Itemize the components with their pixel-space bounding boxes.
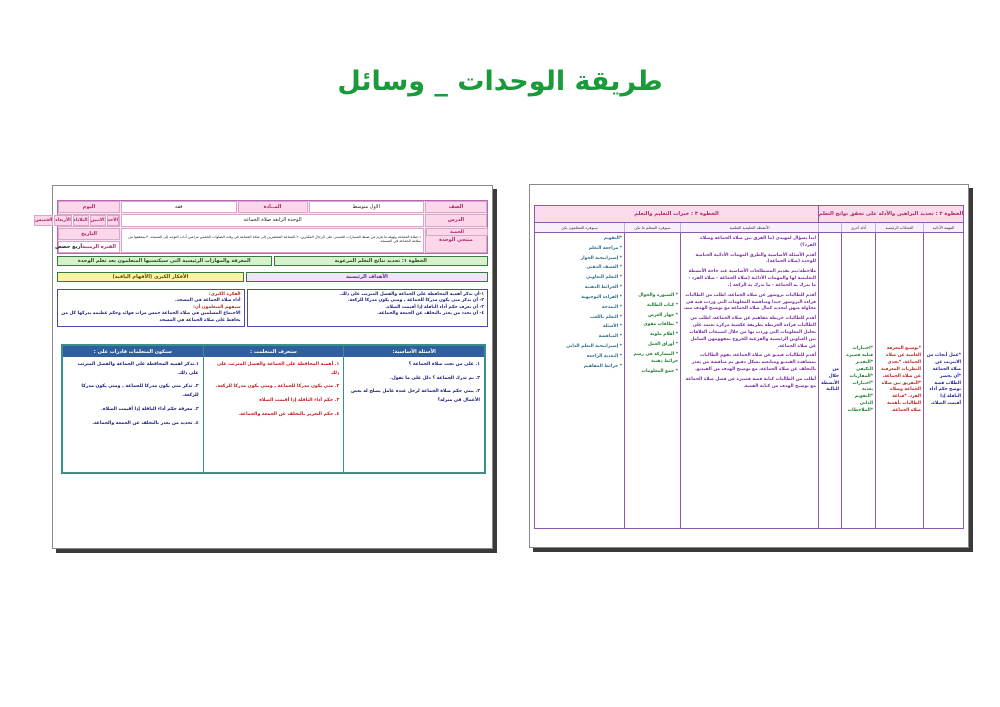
knowledge-item: ٢. متى يكون مدركا للجماعة , ومتى يكون مدركا للركعة. (215, 384, 340, 390)
sub-task: المهمة الأدائية (923, 223, 963, 232)
resource-item: * أوراق العمل (647, 342, 678, 348)
question-item: ٢. بم تدرك الجماعة ؟ دلل على ما تقول. (390, 375, 480, 381)
knowledge-cell (204, 357, 344, 472)
step3-heading: الخطوة ٣ : خبرات التعليم والتعلم (535, 206, 818, 222)
grade-label: الصف (425, 201, 487, 213)
day-thursday: الخميس (34, 215, 53, 225)
activity-item: ابدأ بسؤال لمهيدي (ما الفرق بين صلاة الجماعة وصلاة الفرد؟) (700, 236, 816, 248)
document-title: طريقة الوحدات _ وسائل (337, 66, 663, 97)
activity-item: أطلب من الطالبات كتابة قصة قصيرة عن فضل صلاة الجماعة مع توضيح الهدف من كتابة القصة. (685, 376, 816, 389)
day-label: اليوم (58, 201, 120, 213)
activity-item: أقدم للطالبات خريطة مفاهيم عن صلاة الجماعة، اطلب من الطالبات قراءة الخريطة بطريقة عكسية مركزة تعتمد على تحليل المعلومات التي وردت بها من خلال استيعاب العلاقات بين العناوين الرئيسية والفرعية للخروج بمفهومهن الشامل عن صلاة الجماعة. (689, 316, 816, 349)
questions-header: الأسئلة الأساسية: (344, 346, 484, 357)
big-ideas-heading: الأفكار الكبرى (الأفهام الباقية) (57, 272, 244, 282)
question-item: ٣. يبني حكم صلاة الجماعة لرجل عنده عامل يصلح له بعض الأعمال في منزله؟ (351, 389, 480, 404)
activity-item: أقدم للطالبات فيديو عن صلاة الجماعة، يقوم الطالبات بمشاهدة الفيديو ومتابعته بشكل دقيق ثم مناقشة من يعذر بالتخلف عن صلاة الجماعة، مع توضيح الهدف من الفيديو. (691, 353, 816, 373)
lesson-plan-page-left (35, 185, 493, 549)
activity-item: ملاحظة:يتم تقديم المصطلحات الأساسية عند حاجة الأنشطة التعليمية لها والمهمات الأدائية (صلاة الجماعة - صلاة الفرد - ما تدرك به الجماعة - ما تدرك به الركعة ). (688, 269, 816, 288)
activity-item: أقدم للطالبات بروشور عن صلاة الجماعة، اطلب من الطالبات قراءة البروشور جيدا ومناقشة المعلومات التي وردت فيه في محاولة منهن لتحديد كمال صلاة الجماعة مع توضيح الهدف منه. (683, 292, 816, 312)
skill-item: ٢. تذكر متى يكون مدركا للجماعة , ومتى يكون مدركا للركعة. (81, 384, 199, 399)
essential-questions-table (61, 344, 486, 474)
goal-item: ١-أن تذكر أهمية المحافظة على الجماعة والفضل المترتب على ذلك. (339, 292, 484, 297)
strategy-item: * الأسئلة (602, 324, 622, 330)
skills-header: ستكون المتعلمات قادرات على : (63, 346, 203, 357)
step2-heading: الخطوة ٢ : تحديد البراهين والأدلة على تحقق نواتج التعلم (818, 206, 963, 222)
day-wednesday: الأربعاء (54, 215, 71, 225)
understanding-line: الاجتماع المسلمين في صلاة الجماعة خمس مرات فوائد وحكم عظيمه يدركها كل من يحافظ على صلاة الجماعة في المسجد (61, 311, 241, 323)
goals-section (57, 289, 488, 327)
question-item: ١. على من تجب صلاة الجماعة ؟ (408, 362, 480, 367)
strategy-item: * خرائط المفاهيم (583, 363, 622, 369)
strategy-item: * المناقشة (598, 334, 622, 340)
strategy-item: * إستراتيجية التعلم الذاتي (566, 344, 622, 350)
big-idea-line: أداء صلاة الجماعة في المسجد. (174, 298, 241, 304)
main-goals-list (247, 289, 488, 327)
goal-item: ٢- أن تذكر متى يكون مدركا للجماعة , ومتى يكون مدركا للركعة. (347, 298, 484, 304)
strategy-item: * التعلم التعاوني (586, 275, 622, 281)
output-label: منتجي الوحدة (425, 228, 487, 254)
step1-heading: الخطوة ١: تحديد نتائج التعلم المرغوبة (274, 256, 489, 266)
sub-resources: سيوفره المتعلم ما يكن (624, 223, 680, 232)
criteria-cell: *توسيع المعرفة العلمية عن صلاة الجماعة. *تحدي النظريات المعرفية عن صلاة الجماعة. *التفريق بين صلاة الجماعة وصلاة الفرد. *قناعة الطالبات بأهمية صلاة الجماعة. (875, 233, 923, 528)
task-cell: *عمل أبحاث من الانترنت عن صلاة الجماعة *أن يحضر الطلاب قصة توضح حكم أداء النافلة إذا أقيمت الصلاة. (923, 233, 963, 528)
date-label: التاريخ (58, 228, 120, 240)
resource-item: * جمع المعلومات (641, 368, 678, 374)
strategy-item: * القراءة التوجيهية (581, 294, 622, 300)
resource-item: * المشاركة في رسم خرائط ذهنية (633, 351, 678, 364)
class-label: الحصة (426, 228, 488, 236)
grade-value: الاول متوسط (309, 201, 425, 213)
day-monday: الاثنين (90, 215, 106, 225)
right-subheader (535, 223, 963, 233)
through-cell: من خلال الأنشطة التالية (818, 233, 841, 528)
days-row (35, 214, 120, 226)
subject-value: فقه (121, 201, 237, 213)
resource-item: * كتاب الطالبة (647, 302, 678, 308)
main-goals-heading: الأهداف الرئيسية (246, 272, 488, 282)
right-body (535, 233, 963, 528)
resource-item: * جهاز العرض (648, 312, 678, 318)
big-idea-heading: الفكرة الكبرى: (208, 292, 241, 297)
skill-item: ٤. تحديد من يعذر بالتخلف عن الجمعة والجماعة. (92, 420, 199, 426)
period-value: أربع حصص (55, 243, 83, 250)
right-table (534, 205, 964, 529)
left-header-grid (35, 200, 488, 254)
strategy-item: * العصف الذهني (586, 265, 622, 271)
questions-column (343, 346, 484, 472)
sub-blank (818, 223, 841, 232)
strategy-item: * النمذجة (601, 304, 622, 310)
day-tuesday: الثلاثاء (73, 215, 89, 225)
skill-item: ٣. معرفة حكم أداء النافلة إذا أقيمت الصلاة. (101, 406, 199, 412)
understanding-heading: سيفهم المتعلمون أن: (193, 304, 241, 310)
skills-cell (63, 357, 203, 472)
resources-cell (624, 233, 680, 528)
subject-label: المــادة (238, 201, 308, 213)
skills-heading: المعرفة والمهارات الرئيسية التي سيكتسبها المتعلمون بعد تعلم الوحدة (57, 256, 272, 266)
knowledge-item: ٣. حكم أداء النافلة إذا أقيمت الصلاة (259, 398, 340, 404)
resource-item: * بطاقات مقوى (643, 322, 678, 328)
sub-activities: الأنشطة التعليمية التعلمية (680, 223, 818, 232)
strategy-item: * إستراتيجية الحوار (580, 255, 622, 261)
strategy-item: * التغذية الراجعة (586, 353, 622, 359)
output-text: ١-صلاة الجماعة وتهيئة ما يلزم من ضبط المسارات الحسنى على الرجال المكثرين. ٢-الجماعة المحضرين إلى صلاة الجماعة في وقت الصلوات الخمس مراعين آداب التوجه إلى المسجد. ٣-يتحققوا من سلامة الجماعة في المسجد. (121, 228, 424, 254)
strategies-cell (535, 233, 624, 528)
knowledge-item: ١. أهمية المحافظة على الجماعة والفضل المترتب على ذلك (216, 362, 340, 376)
left-bar-goals (57, 272, 488, 282)
period-label: الفترة الزمنية (82, 243, 116, 250)
day-sunday: الأحد (107, 215, 119, 225)
sub-criteria: المحكات الرئيسية (875, 223, 923, 232)
other-evidence-cell: *اختبارات قبلية قصيرة *التقدير التكيفي *المقارنات *اختبارات بعدية *التقويم الذاتي *الملاحظات (841, 233, 875, 528)
questions-cell (344, 357, 484, 472)
activity-item: أقدم الأسئلة الأساسية والطرق المهمات الأدائية الختامية للوحدة (صلاة الجماعة). (695, 252, 816, 265)
day-cells (35, 215, 119, 225)
knowledge-item: ٤. حكم التعزير بالتخلف عن الجمعة والجماعة. (238, 411, 340, 417)
lesson-label: الدرس (425, 214, 487, 226)
right-header (535, 206, 963, 223)
sub-strategies: سيوفره المتعلمون بكن (561, 225, 598, 230)
goal-item: ٤- أن تحدد من يعذر بالتخلف عن الجمعة والجماعة. (377, 311, 484, 317)
activities-cell (680, 233, 818, 528)
lesson-plan-page-right (529, 184, 969, 548)
strategy-item: * مراجعة التعلم (588, 245, 622, 251)
big-idea-box (57, 289, 245, 327)
left-bar-step1 (57, 256, 488, 266)
sub-other: أدلة أخرى (841, 223, 875, 232)
knowledge-header: ستعرف المتعلمت : (204, 346, 344, 357)
strategy-item: * التعلم باللعب (590, 314, 622, 320)
period-cell (55, 241, 120, 253)
strategy-item: * الخرائط الذهنية (584, 285, 622, 291)
skills-column (63, 346, 203, 472)
resource-item: * أقلام ملونة (650, 332, 678, 338)
goal-item: ٣- أن تعرف حكم أداء النافلة إذا أقيمت الصلاة. (385, 304, 484, 310)
resource-item: * السبورة والجوال (638, 293, 678, 298)
knowledge-column (203, 346, 344, 472)
skill-item: ١.تذكر اهميه المحافظة على الجماعة والفضل المترتب على ذلك. (77, 362, 199, 376)
strategy-item: *التقويم (603, 236, 622, 241)
lesson-value: الوحدة الرابعة صلاة الجماعة (121, 214, 424, 226)
